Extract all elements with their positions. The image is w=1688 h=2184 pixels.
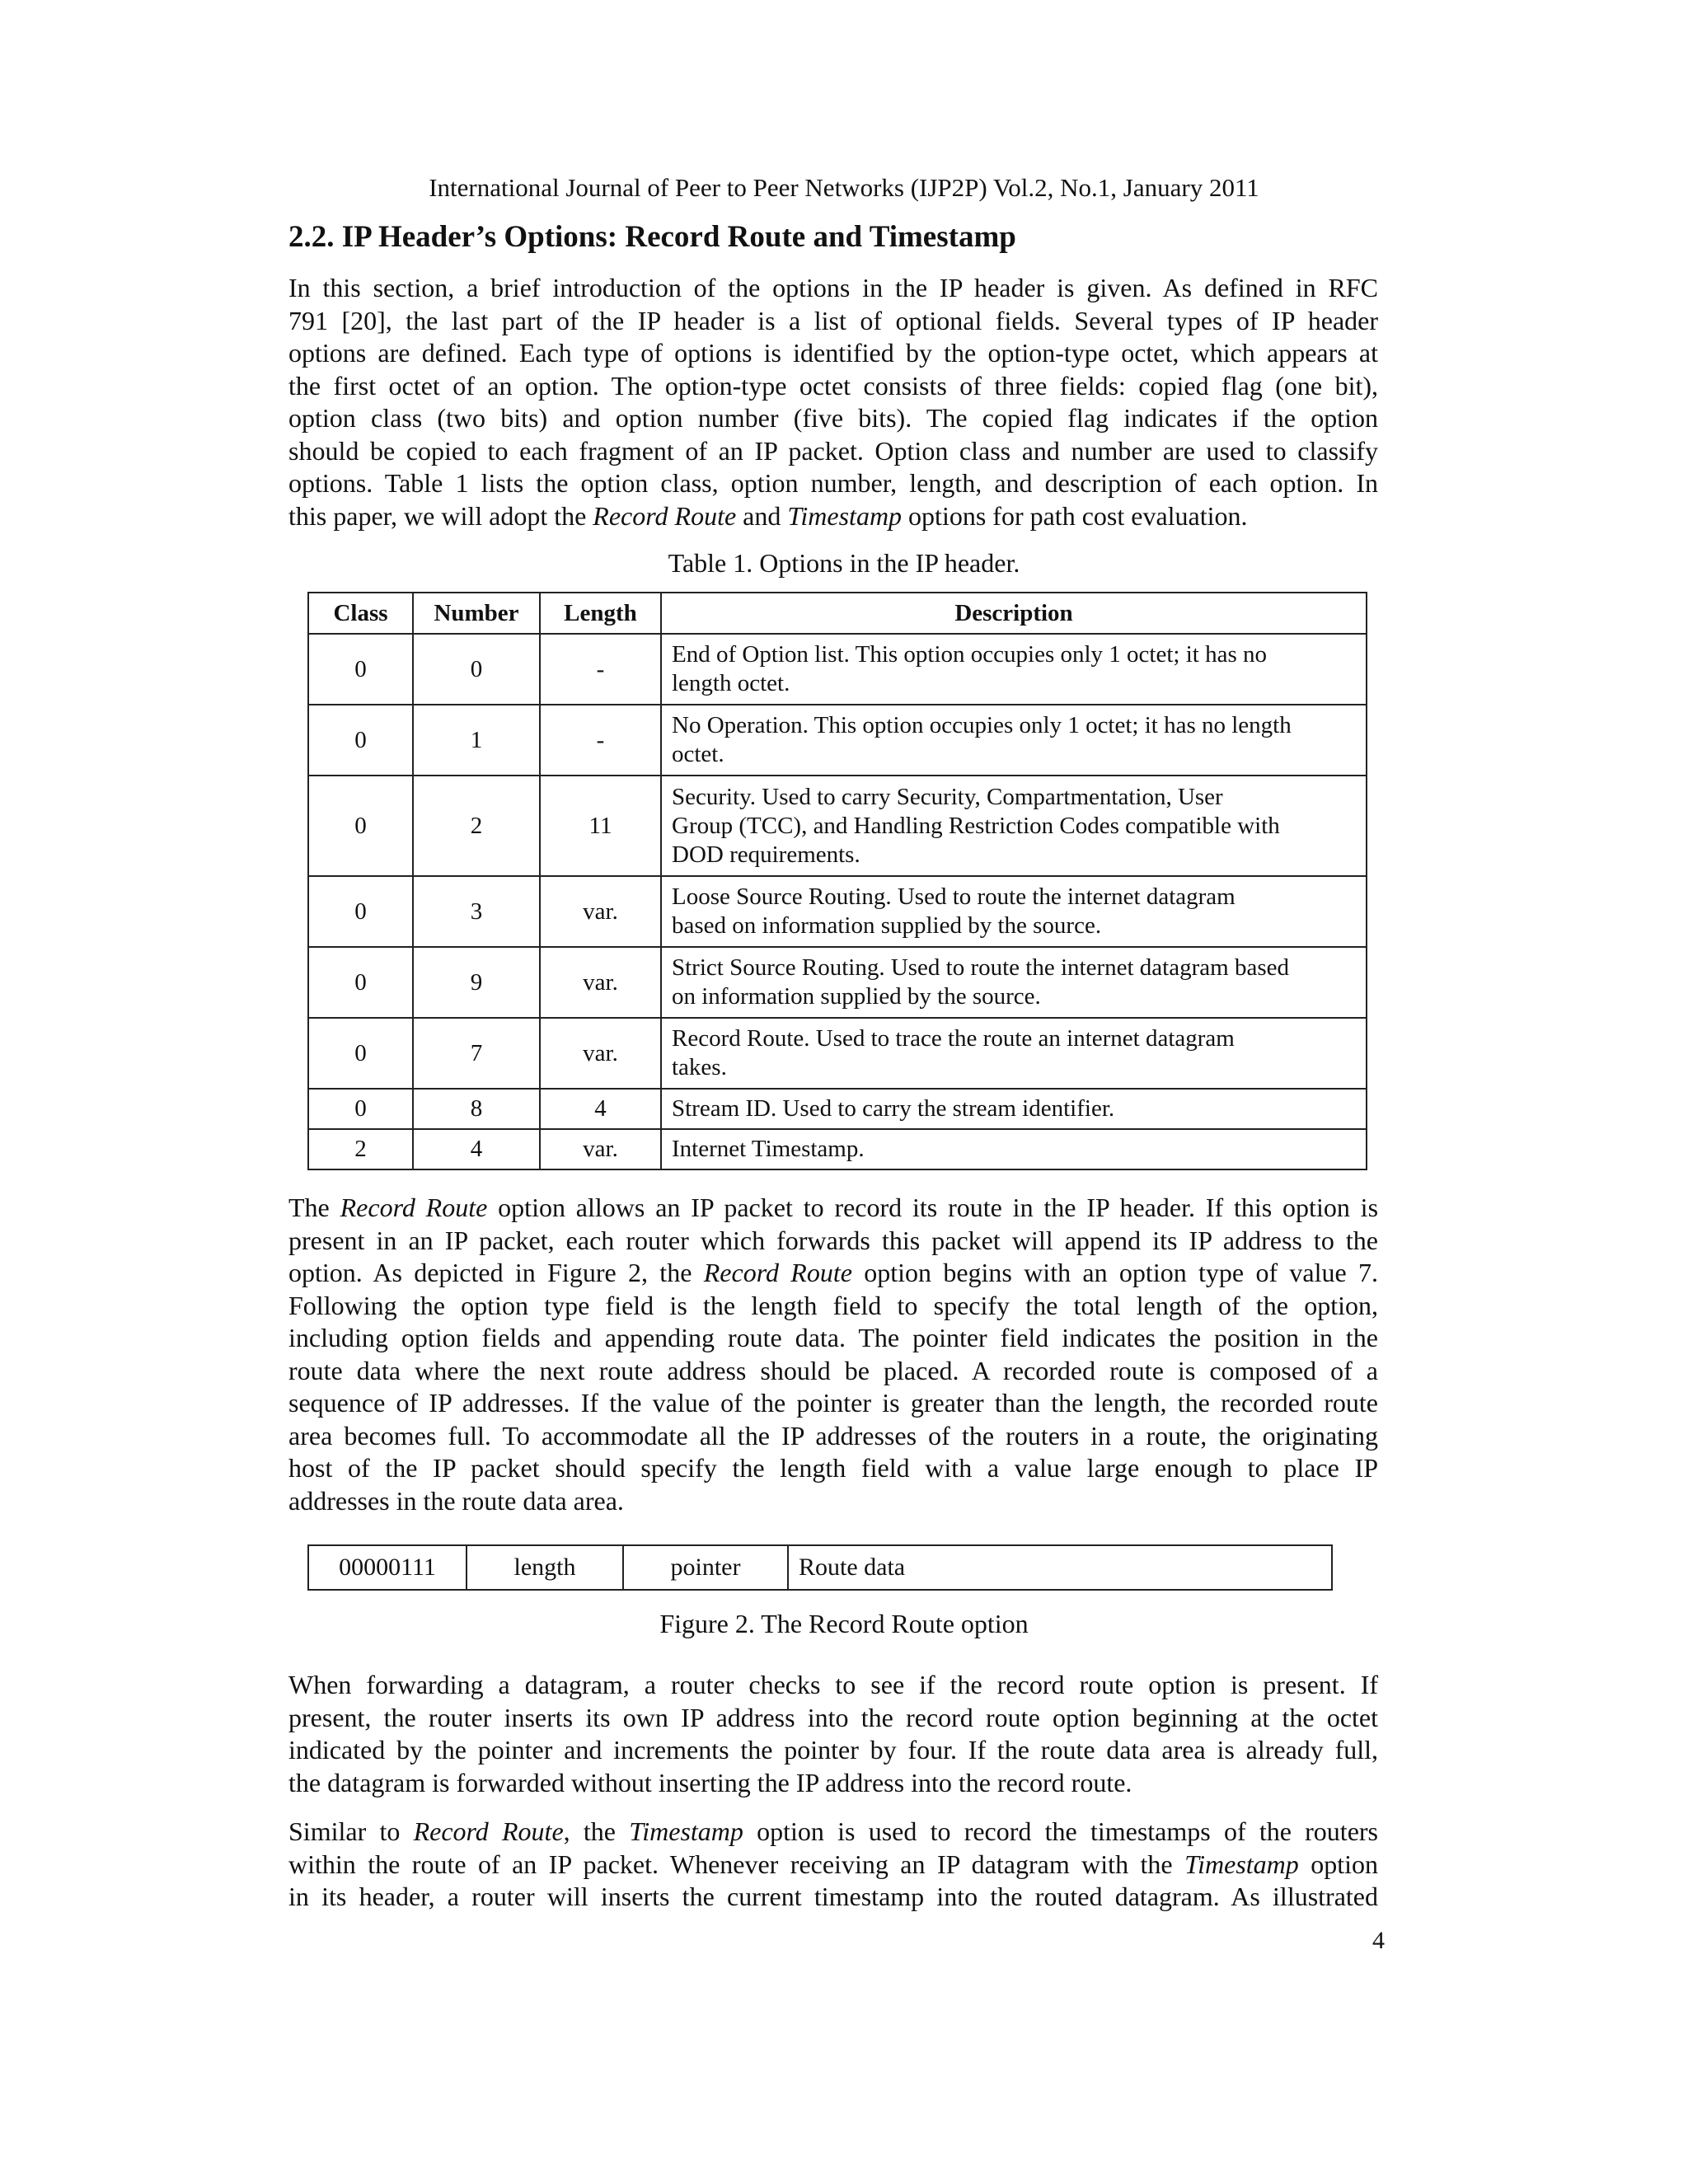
table-row xyxy=(308,1018,1367,1089)
cell-class: 0 xyxy=(308,776,413,876)
text-line: host of the IP packet should specify the length field with a value large enough to place IP xyxy=(288,1453,1378,1483)
text-fragment: option is used to record the timestamps of the routers xyxy=(743,1816,1379,1846)
cell-number: 3 xyxy=(413,876,540,947)
column-header-number: Number xyxy=(413,593,540,634)
cell-class: 0 xyxy=(308,705,413,776)
text-line: option class (two bits) and option number (five bits). The copied flag indicates if the option xyxy=(288,403,1378,433)
text-fragment: option begins with an option type of value 7. xyxy=(851,1258,1379,1287)
text-line: sequence of IP addresses. If the value of the pointer is greater than the length, the recorded route xyxy=(288,1388,1378,1418)
cell-description xyxy=(661,634,1367,705)
record-route-option-figure xyxy=(307,1544,1333,1591)
cell-description xyxy=(661,1018,1367,1089)
italic-term: Record Route xyxy=(593,500,737,531)
length-field: length xyxy=(467,1546,624,1589)
description-line: Internet Timestamp. xyxy=(672,1136,865,1162)
text-line: Following the option type field is the length field to specify the total length of the option, xyxy=(288,1290,1378,1320)
text-line: area becomes full. To accommodate all the IP addresses of the routers in a route, the originating xyxy=(288,1420,1378,1451)
description-line: End of Option list. This option occupies only 1 octet; it has no xyxy=(672,641,1267,668)
text-line: 791 [20], the last part of the IP header is a list of optional fields. Several types of IP header xyxy=(288,305,1378,335)
pointer-field: pointer xyxy=(624,1546,789,1589)
table-row xyxy=(308,947,1367,1018)
description-line: Stream ID. Used to carry the stream identifier. xyxy=(672,1095,1115,1122)
cell-description xyxy=(661,876,1367,947)
text-fragment: option allows an IP packet to record its route in the IP header. If this option is xyxy=(487,1193,1379,1222)
description-line: Record Route. Used to trace the route an internet datagram xyxy=(672,1025,1235,1052)
text-fragment: Similar to xyxy=(288,1816,414,1846)
column-header-description: Description xyxy=(661,593,1367,634)
table-row xyxy=(308,876,1367,947)
cell-class: 2 xyxy=(308,1129,413,1169)
description-line: Group (TCC), and Handling Restriction Codes compatible with xyxy=(672,812,1280,839)
text-line: including option fields and appending route data. The pointer field indicates the position in the xyxy=(288,1323,1378,1352)
text-fragment: option xyxy=(1298,1849,1379,1879)
cell-description xyxy=(661,1089,1367,1129)
description-line: Loose Source Routing. Used to route the internet datagram xyxy=(672,883,1236,910)
cell-number: 4 xyxy=(413,1129,540,1169)
description-line: DOD requirements. xyxy=(672,841,860,868)
text-fragment: The xyxy=(288,1193,340,1222)
figure-caption: Figure 2. The Record Route option xyxy=(659,1609,1029,1638)
table-row xyxy=(308,1129,1367,1169)
text-line: options are defined. Each type of options is identified by the option-type octet, which appears at xyxy=(288,338,1378,368)
description-line: length octet. xyxy=(672,670,790,696)
text-line: should be copied to each fragment of an IP packet. Option class and number are used to classify xyxy=(288,435,1378,466)
text-line: present, the router inserts its own IP address into the record route option beginning at the octet xyxy=(288,1702,1378,1732)
text-line xyxy=(288,1849,1378,1882)
description-line: on information supplied by the source. xyxy=(672,983,1041,1010)
table-row xyxy=(308,776,1367,876)
record-route-paragraph xyxy=(288,1192,1378,1517)
forwarding-paragraph xyxy=(288,1669,1378,1799)
italic-term: Timestamp xyxy=(629,1816,743,1846)
text-fragment: within the route of an IP packet. Whenever receiving an IP datagram with the xyxy=(288,1849,1185,1879)
cell-description xyxy=(661,776,1367,876)
route-data-field: Route data xyxy=(799,1554,906,1581)
description-line: Security. Used to carry Security, Compartmentation, User xyxy=(672,783,1223,810)
cell-length: var. xyxy=(540,876,661,947)
text-line xyxy=(288,1816,1378,1849)
table-row xyxy=(308,705,1367,776)
italic-term: Timestamp xyxy=(1184,1849,1299,1879)
description-line: octet. xyxy=(672,741,724,767)
text-line: the first octet of an option. The option-type octet consists of three fields: copied flag (one bit), xyxy=(288,370,1378,401)
cell-class: 0 xyxy=(308,876,413,947)
italic-term: Record Route xyxy=(340,1193,488,1222)
cell-class: 0 xyxy=(308,634,413,705)
timestamp-paragraph xyxy=(288,1816,1378,1914)
text-line: route data where the next route address should be placed. A recorded route is composed of a xyxy=(288,1355,1378,1385)
description-line: Strict Source Routing. Used to route the internet datagram based xyxy=(672,954,1289,981)
page-number: 4 xyxy=(1372,1927,1385,1954)
text-fragment: this paper, we will adopt the xyxy=(288,500,593,531)
cell-length: 4 xyxy=(540,1089,661,1129)
table-row xyxy=(308,1089,1367,1129)
text-line: indicated by the pointer and increments the pointer by four. If the route data area is already full, xyxy=(288,1735,1378,1765)
cell-length: var. xyxy=(540,1129,661,1169)
text-line: options. Table 1 lists the option class, option number, length, and description of each option. In xyxy=(288,468,1378,498)
cell-length: 11 xyxy=(540,776,661,876)
text-fragment: , the xyxy=(563,1816,630,1846)
cell-number: 0 xyxy=(413,634,540,705)
text-fragment: option. As depicted in Figure 2, the xyxy=(288,1258,704,1287)
options-table xyxy=(307,592,1367,1170)
text-line xyxy=(288,1257,1378,1290)
cell-number: 7 xyxy=(413,1018,540,1089)
cell-class: 0 xyxy=(308,1018,413,1089)
italic-term: Record Route xyxy=(413,1816,564,1846)
cell-class: 0 xyxy=(308,1089,413,1129)
description-line: based on information supplied by the source. xyxy=(672,912,1102,939)
text-line xyxy=(288,500,1378,533)
description-line: takes. xyxy=(672,1054,727,1080)
cell-description xyxy=(661,705,1367,776)
table-caption: Table 1. Options in the IP header. xyxy=(668,548,1020,578)
text-line: In this section, a brief introduction of the options in the IP header is given. As defined in RFC xyxy=(288,273,1378,302)
cell-description xyxy=(661,1129,1367,1169)
cell-description xyxy=(661,947,1367,1018)
italic-term: Timestamp xyxy=(787,500,903,531)
text-line: present in an IP packet, each router which forwards this packet will append its IP address to the xyxy=(288,1225,1378,1255)
table-row xyxy=(308,634,1367,705)
cell-number: 1 xyxy=(413,705,540,776)
cell-number: 2 xyxy=(413,776,540,876)
text-line: When forwarding a datagram, a router checks to see if the record route option is present. If xyxy=(288,1670,1378,1699)
cell-number: 9 xyxy=(413,947,540,1018)
column-header-class: Class xyxy=(308,593,413,634)
intro-paragraph xyxy=(288,272,1378,532)
cell-number: 8 xyxy=(413,1089,540,1129)
cell-length: - xyxy=(540,634,661,705)
text-line xyxy=(288,1192,1378,1225)
option-type-field: 00000111 xyxy=(309,1546,467,1589)
running-head: International Journal of Peer to Peer Networks (IJP2P) Vol.2, No.1, January 2011 xyxy=(429,173,1259,202)
section-heading: 2.2. IP Header’s Options: Record Route and Timestamp xyxy=(288,220,1016,254)
text-line: in its header, a router will inserts the current timestamp into the routed datagram. As illustrated xyxy=(288,1882,1378,1911)
italic-term: Record Route xyxy=(703,1258,852,1287)
text-line: addresses in the route data area. xyxy=(288,1485,624,1516)
description-line: No Operation. This option occupies only 1 octet; it has no length xyxy=(672,712,1292,738)
cell-length: - xyxy=(540,705,661,776)
cell-length: var. xyxy=(540,1018,661,1089)
table-header-row xyxy=(308,593,1367,634)
cell-class: 0 xyxy=(308,947,413,1018)
column-header-length: Length xyxy=(540,593,661,634)
text-fragment: options for path cost evaluation. xyxy=(902,500,1248,531)
text-line: the datagram is forwarded without inserting the IP address into the record route. xyxy=(288,1767,1132,1797)
cell-length: var. xyxy=(540,947,661,1018)
text-fragment: and xyxy=(736,500,788,531)
